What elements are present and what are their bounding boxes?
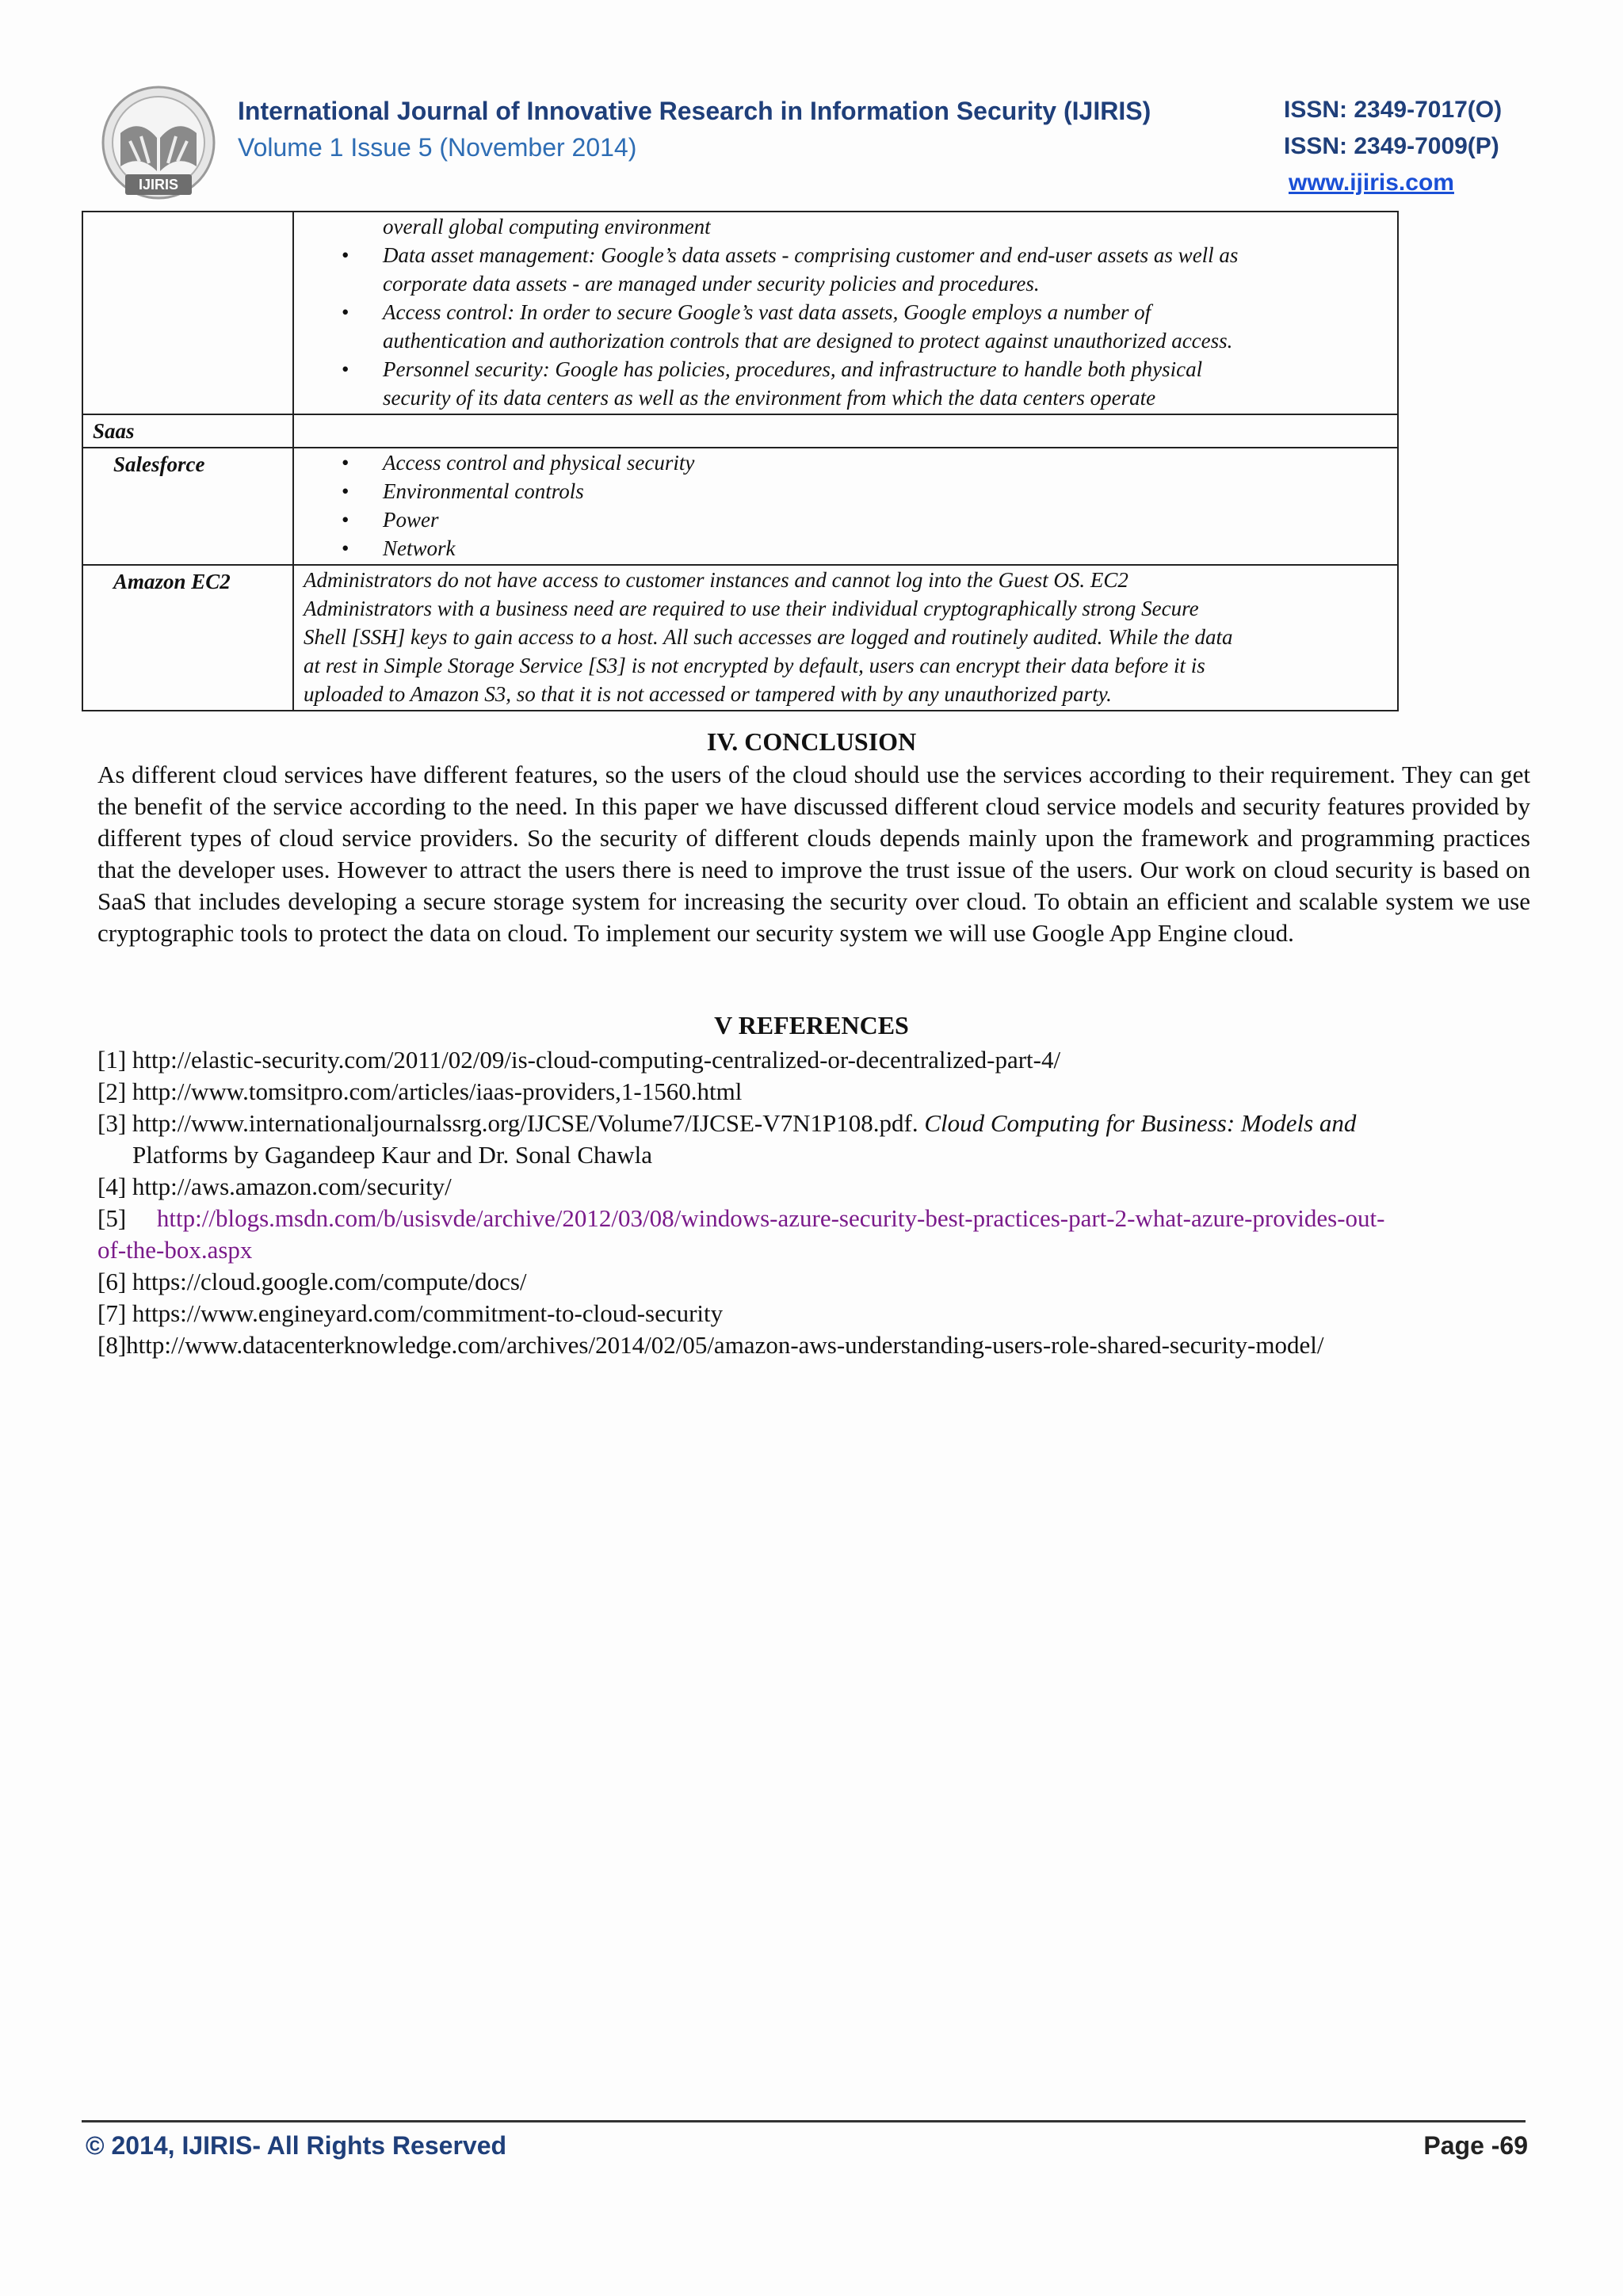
features-cell-empty <box>293 414 1398 448</box>
reference-item: [5] http://blogs.msdn.com/b/usisvde/archive/2012/03/08/windows-azure-security-best-practices-part-2-what-azure-provides-out- <box>97 1204 1385 1232</box>
reference-item: [3] http://www.internationaljournalssrg.org/IJCSE/Volume7/IJCSE-V7N1P108.pdf. Cloud Computing for Business: Models and <box>97 1109 1357 1137</box>
journal-website-link[interactable]: www.ijiris.com <box>1289 170 1454 196</box>
provider-label-salesforce: Salesforce <box>82 448 293 565</box>
conclusion-paragraph: As different cloud services have different features, so the users of the cloud should use the services according to their requirement. They can get the benefit of the service according to the need. In this paper we have discussed different cloud service models and security features provided by different types of cloud service providers. So the security of different clouds depends mainly upon the framework and programming practices that the developer uses. However to attract the users there is need to improve the trust issue of the users. Our work on cloud security is based on SaaS that includes developing a secure storage system for increasing the security over cloud. To obtain an efficient and scalable system we use cryptographic tools to protect the data on cloud. To implement our security system we will use Google App Engine cloud. <box>97 761 1530 947</box>
table-row <box>82 448 1398 565</box>
feature-list <box>304 448 1388 563</box>
list-item: • Environmental controls <box>304 477 1388 505</box>
continuation-line: overall global computing environment <box>383 215 711 238</box>
list-item: • Network <box>304 534 1388 563</box>
category-label-saas: Saas <box>82 414 293 448</box>
list-item: • Access control and physical security <box>304 448 1388 477</box>
references-list <box>97 1044 1530 1361</box>
issn-online: ISSN: 2349-7017(O) <box>1284 97 1503 123</box>
journal-volume: Volume 1 Issue 5 (November 2014) <box>238 133 637 162</box>
bullet-icon: • <box>342 243 349 267</box>
bullet-icon: • <box>342 451 349 475</box>
list-item: • Access control: In order to secure Google’s vast data assets, Google employs a number of authentication and authorization controls that are designed to protect against unauthorized access. <box>304 298 1388 355</box>
reference-item: [6] https://cloud.google.com/compute/docs/ <box>97 1268 527 1295</box>
list-item: • Data asset management: Google’s data assets - comprising customer and end-user assets as well as corporate data assets - are managed under security policies and procedures. <box>304 241 1388 298</box>
references-heading: V REFERENCES <box>714 1011 909 1039</box>
reference-item: [8]http://www.datacenterknowledge.com/archives/2014/02/05/amazon-aws-understanding-users-role-shared-security-model/ <box>97 1331 1324 1359</box>
features-cell <box>293 212 1398 414</box>
bullet-icon: • <box>342 357 349 381</box>
table-row <box>82 414 1398 448</box>
footer-copyright: © 2014, IJIRIS- All Rights Reserved <box>86 2131 507 2160</box>
reference-item-continuation: Platforms by Gagandeep Kaur and Dr. Sonal Chawla <box>132 1141 653 1169</box>
conclusion-heading: IV. CONCLUSION <box>706 727 917 756</box>
footer-divider <box>82 2120 1526 2122</box>
reference-item: [7] https://www.engineyard.com/commitment-to-cloud-security <box>97 1299 724 1327</box>
page-header <box>0 0 1623 206</box>
svg-text:IJIRIS: IJIRIS <box>138 177 179 193</box>
feature-list <box>304 241 1388 412</box>
provider-label-amazon-ec2: Amazon EC2 <box>82 565 293 711</box>
security-features-table <box>82 211 1399 711</box>
list-item: • Personnel security: Google has policies, procedures, and infrastructure to handle both physical security of its data centers as well as the environment from which the data centers operate <box>304 355 1388 412</box>
footer-page-number: Page -69 <box>1423 2131 1528 2160</box>
features-cell: Administrators do not have access to customer instances and cannot log into the Guest OS. EC2 Administrators with a business need are required to use their individual cryptographically strong Secure Shell [SSH] keys to gain access to a host. All such accesses are logged and routinely audited. While the data at rest in Simple Storage Service [S3] is not encrypted by default, users can encrypt their data before it is uploaded to Amazon S3, so that it is not accessed or tampered with by any unauthorized party. <box>293 565 1398 711</box>
issn-print: ISSN: 2349-7009(P) <box>1284 133 1499 159</box>
bullet-icon: • <box>342 536 349 560</box>
bullet-icon: • <box>342 479 349 503</box>
table-row <box>82 565 1398 711</box>
provider-cell-empty <box>82 212 293 414</box>
bullet-icon: • <box>342 300 349 324</box>
reference-link-continuation[interactable]: of-the-box.aspx <box>97 1236 253 1264</box>
reference-item: [4] http://aws.amazon.com/security/ <box>97 1173 452 1200</box>
features-cell <box>293 448 1398 565</box>
table-row <box>82 212 1398 414</box>
reference-item: [1] http://elastic-security.com/2011/02/09/is-cloud-computing-centralized-or-decentralized-part-4/ <box>97 1046 1061 1074</box>
list-item: • Power <box>304 505 1388 534</box>
journal-title: International Journal of Innovative Research in Information Security (IJIRIS) <box>238 97 1151 125</box>
reference-item: [2] http://www.tomsitpro.com/articles/iaas-providers,1-1560.html <box>97 1077 743 1105</box>
ijiris-logo <box>94 86 223 204</box>
reference-link[interactable]: http://blogs.msdn.com/b/usisvde/archive/2012/03/08/windows-azure-security-best-practices-part-2-what-azure-provides-out- <box>156 1204 1385 1232</box>
bullet-icon: • <box>342 508 349 532</box>
